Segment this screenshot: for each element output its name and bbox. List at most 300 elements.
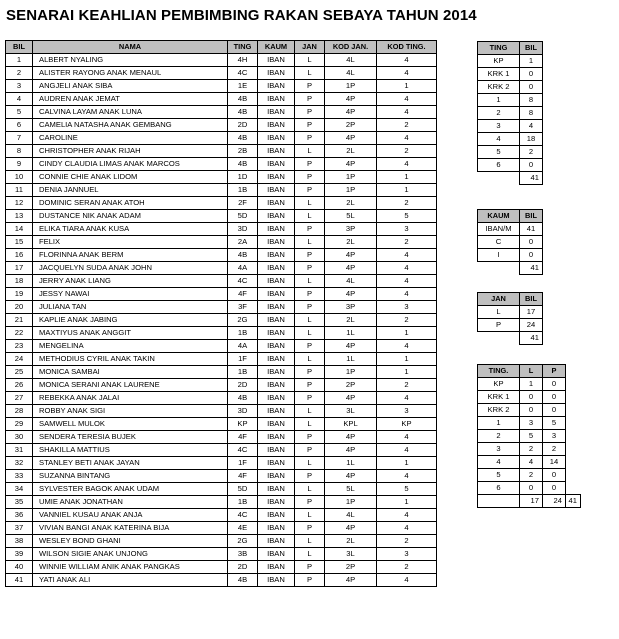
table-cell: L — [295, 457, 325, 470]
table-cell: 38 — [6, 535, 33, 548]
summary-blank — [566, 391, 581, 404]
table-cell: 22 — [6, 327, 33, 340]
table-cell: JULIANA TAN — [33, 301, 228, 314]
table-cell: 4H — [228, 54, 258, 67]
table-cell: 4 — [377, 444, 437, 457]
table-cell: 4L — [325, 67, 377, 80]
table-cell: L — [295, 145, 325, 158]
summary-cell: 2 — [520, 469, 543, 482]
table-cell: P — [295, 106, 325, 119]
table-cell: WESLEY BOND GHANI — [33, 535, 228, 548]
table-row — [6, 171, 437, 184]
summary-row — [478, 55, 543, 68]
table-cell: CONNIE CHIE ANAK LIDOM — [33, 171, 228, 184]
summary-row — [478, 456, 581, 469]
table-cell: 1D — [228, 171, 258, 184]
summary-cell: L — [478, 306, 520, 319]
table-cell: L — [295, 67, 325, 80]
summary-cell: KRK 1 — [478, 68, 520, 81]
summary-header: TING — [478, 42, 520, 55]
table-cell: L — [295, 197, 325, 210]
table-cell: 33 — [6, 470, 33, 483]
summary-total-row — [478, 172, 543, 185]
member-table — [5, 40, 437, 587]
summary-blank — [566, 404, 581, 417]
table-cell: 3D — [228, 223, 258, 236]
table-cell: 1B — [228, 327, 258, 340]
table-cell: YATI ANAK ALI — [33, 574, 228, 587]
table-cell: 25 — [6, 366, 33, 379]
table-cell: 4C — [228, 67, 258, 80]
table-cell: MENGELINA — [33, 340, 228, 353]
table-cell: 2L — [325, 314, 377, 327]
table-cell: IBAN — [258, 314, 295, 327]
table-cell: P — [295, 301, 325, 314]
summary-blank — [478, 332, 520, 345]
table-cell: 4P — [325, 340, 377, 353]
summary-cell: 0 — [520, 159, 543, 172]
table-cell: 2 — [377, 535, 437, 548]
table-row — [6, 158, 437, 171]
table-cell: 3P — [325, 223, 377, 236]
table-cell: SHAKILLA MATTIUS — [33, 444, 228, 457]
table-row — [6, 80, 437, 93]
summary-row — [478, 68, 543, 81]
summary-row — [478, 469, 581, 482]
table-row — [6, 197, 437, 210]
table-cell: 4B — [228, 392, 258, 405]
table-cell: 26 — [6, 379, 33, 392]
table-cell: 31 — [6, 444, 33, 457]
table-row — [6, 574, 437, 587]
table-cell: 2P — [325, 119, 377, 132]
summary-blank — [566, 430, 581, 443]
summary-cell: 2 — [478, 430, 520, 443]
table-cell: ROBBY ANAK SIGI — [33, 405, 228, 418]
table-cell: 4P — [325, 444, 377, 457]
summary-cell: KP — [478, 55, 520, 68]
summary-row — [478, 391, 581, 404]
summary-cell: 3 — [543, 430, 566, 443]
table-row — [6, 405, 437, 418]
table-cell: IBAN — [258, 119, 295, 132]
table-row — [6, 431, 437, 444]
table-cell: AUDREN ANAK JEMAT — [33, 93, 228, 106]
table-cell: 34 — [6, 483, 33, 496]
table-cell: 3 — [377, 223, 437, 236]
table-cell: L — [295, 548, 325, 561]
table-cell: IBAN — [258, 54, 295, 67]
table-cell: 4F — [228, 431, 258, 444]
table-cell: 2 — [377, 145, 437, 158]
table-cell: 2A — [228, 236, 258, 249]
table-cell: P — [295, 522, 325, 535]
table-cell: 4 — [6, 93, 33, 106]
table-cell: 2B — [228, 145, 258, 158]
summary-cell: 6 — [478, 482, 520, 495]
table-cell: 5 — [377, 483, 437, 496]
summary-row — [478, 319, 543, 332]
table-cell: P — [295, 93, 325, 106]
table-row — [6, 262, 437, 275]
table-cell: 4A — [228, 340, 258, 353]
summary-row — [478, 159, 543, 172]
summary-row — [478, 404, 581, 417]
table-cell: IBAN — [258, 548, 295, 561]
table-cell: 4 — [377, 392, 437, 405]
summary-row — [478, 378, 581, 391]
table-cell: 1 — [377, 496, 437, 509]
table-cell: 1E — [228, 80, 258, 93]
table-row — [6, 275, 437, 288]
table-cell: P — [295, 431, 325, 444]
table-row — [6, 444, 437, 457]
summary-header: BIL — [520, 293, 543, 306]
table-cell: 5L — [325, 483, 377, 496]
summary-cell: 1 — [520, 55, 543, 68]
summary-blank — [478, 262, 520, 275]
table-cell: 4P — [325, 93, 377, 106]
table-row — [6, 54, 437, 67]
table-cell: 5D — [228, 483, 258, 496]
summary-header: TING. — [478, 365, 520, 378]
table-cell: 30 — [6, 431, 33, 444]
table-cell: 4B — [228, 106, 258, 119]
table-cell: IBAN — [258, 522, 295, 535]
summary-cell: IBAN/M — [478, 223, 520, 236]
table-cell: L — [295, 54, 325, 67]
table-cell: 4F — [228, 288, 258, 301]
table-cell: IBAN — [258, 236, 295, 249]
table-cell: IBAN — [258, 106, 295, 119]
table-cell: 2P — [325, 561, 377, 574]
table-cell: IBAN — [258, 392, 295, 405]
table-cell: STANLEY BETI ANAK JAYAN — [33, 457, 228, 470]
table-row — [6, 470, 437, 483]
table-cell: L — [295, 483, 325, 496]
summary-row — [478, 107, 543, 120]
table-cell: IBAN — [258, 483, 295, 496]
summary-cell: KRK 2 — [478, 81, 520, 94]
table-cell: 15 — [6, 236, 33, 249]
table-cell: 2D — [228, 119, 258, 132]
column-header: NAMA — [33, 41, 228, 54]
table-cell: 14 — [6, 223, 33, 236]
table-cell: 6 — [6, 119, 33, 132]
table-cell: 4 — [377, 509, 437, 522]
table-row — [6, 93, 437, 106]
table-cell: P — [295, 496, 325, 509]
summary-cell: 5 — [478, 469, 520, 482]
kaum-summary-table — [477, 209, 543, 275]
table-cell: 9 — [6, 158, 33, 171]
table-cell: KP — [377, 418, 437, 431]
table-cell: 17 — [6, 262, 33, 275]
table-cell: 1 — [377, 327, 437, 340]
table-cell: P — [295, 80, 325, 93]
table-cell: IBAN — [258, 249, 295, 262]
table-cell: 2L — [325, 197, 377, 210]
summary-cell: 3 — [478, 443, 520, 456]
table-cell: ELIKA TIARA ANAK KUSA — [33, 223, 228, 236]
table-cell: 4 — [377, 522, 437, 535]
table-cell: 2L — [325, 535, 377, 548]
summary-row — [478, 443, 581, 456]
table-cell: P — [295, 132, 325, 145]
table-cell: 1 — [377, 184, 437, 197]
summary-total: 17 — [520, 495, 543, 508]
table-cell: P — [295, 158, 325, 171]
table-cell: P — [295, 119, 325, 132]
table-cell: 2 — [377, 561, 437, 574]
column-header: JAN — [295, 41, 325, 54]
summary-cell: 41 — [520, 223, 543, 236]
table-cell: 3L — [325, 548, 377, 561]
table-row — [6, 496, 437, 509]
table-cell: 1P — [325, 171, 377, 184]
summary-cell: 0 — [520, 236, 543, 249]
table-cell: 1 — [377, 80, 437, 93]
table-cell: 19 — [6, 288, 33, 301]
table-cell: IBAN — [258, 366, 295, 379]
table-cell: 40 — [6, 561, 33, 574]
summary-blank — [566, 365, 581, 378]
table-cell: P — [295, 171, 325, 184]
table-row — [6, 132, 437, 145]
table-cell: KPL — [325, 418, 377, 431]
table-cell: 4 — [377, 431, 437, 444]
table-cell: 4L — [325, 275, 377, 288]
table-cell: KAPLIE ANAK JABING — [33, 314, 228, 327]
table-cell: IBAN — [258, 197, 295, 210]
summary-cell: 0 — [520, 249, 543, 262]
table-cell: 1 — [377, 457, 437, 470]
table-cell: JESSY NAWAI — [33, 288, 228, 301]
summary-row — [478, 430, 581, 443]
table-cell: 20 — [6, 301, 33, 314]
table-cell: 1B — [228, 366, 258, 379]
summary-total: 24 — [543, 495, 566, 508]
table-cell: 12 — [6, 197, 33, 210]
table-cell: 3 — [377, 405, 437, 418]
summary-row — [478, 133, 543, 146]
summary-cell: 2 — [520, 146, 543, 159]
table-cell: 23 — [6, 340, 33, 353]
table-cell: IBAN — [258, 405, 295, 418]
table-cell: 2 — [377, 314, 437, 327]
summary-cell: 1 — [478, 417, 520, 430]
table-cell: 4P — [325, 392, 377, 405]
summary-row — [478, 81, 543, 94]
table-cell: 4P — [325, 522, 377, 535]
summary-cell: P — [478, 319, 520, 332]
table-row — [6, 327, 437, 340]
table-cell: ALBERT NYALING — [33, 54, 228, 67]
table-cell: 2G — [228, 314, 258, 327]
table-cell: P — [295, 262, 325, 275]
table-row — [6, 301, 437, 314]
summary-row — [478, 94, 543, 107]
table-cell: VIVIAN BANGI ANAK KATERINA BIJA — [33, 522, 228, 535]
table-cell: 1P — [325, 80, 377, 93]
table-cell: 1F — [228, 457, 258, 470]
table-cell: JACQUELYN SUDA ANAK JOHN — [33, 262, 228, 275]
column-header: KAUM — [258, 41, 295, 54]
table-cell: IBAN — [258, 93, 295, 106]
table-cell: 1P — [325, 366, 377, 379]
table-row — [6, 353, 437, 366]
table-cell: IBAN — [258, 210, 295, 223]
summary-total: 41 — [520, 332, 543, 345]
table-cell: 21 — [6, 314, 33, 327]
summary-cell: 4 — [478, 456, 520, 469]
table-row — [6, 340, 437, 353]
table-row — [6, 561, 437, 574]
summary-cell: 1 — [478, 94, 520, 107]
table-cell: 4L — [325, 509, 377, 522]
table-cell: 2L — [325, 236, 377, 249]
summary-cell: 0 — [543, 482, 566, 495]
summary-blank — [566, 417, 581, 430]
table-cell: 4P — [325, 106, 377, 119]
table-cell: IBAN — [258, 80, 295, 93]
table-cell: 37 — [6, 522, 33, 535]
table-row — [6, 366, 437, 379]
table-cell: 3F — [228, 301, 258, 314]
table-row — [6, 392, 437, 405]
table-cell: 4P — [325, 249, 377, 262]
table-cell: 3B — [228, 548, 258, 561]
summary-cell: 2 — [478, 107, 520, 120]
table-cell: 4C — [228, 275, 258, 288]
table-cell: 7 — [6, 132, 33, 145]
table-cell: P — [295, 184, 325, 197]
table-cell: 1 — [377, 366, 437, 379]
summary-cell: 0 — [543, 404, 566, 417]
table-cell: 4 — [377, 288, 437, 301]
table-cell: SENDERA TERESIA BUJEK — [33, 431, 228, 444]
summary-blank — [566, 469, 581, 482]
table-cell: WILSON SIGIE ANAK UNJONG — [33, 548, 228, 561]
table-cell: 4B — [228, 158, 258, 171]
table-cell: L — [295, 314, 325, 327]
table-cell: 4A — [228, 262, 258, 275]
table-cell: P — [295, 470, 325, 483]
summary-cell: C — [478, 236, 520, 249]
table-cell: 1B — [228, 496, 258, 509]
summary-cell: 0 — [520, 391, 543, 404]
table-cell: 18 — [6, 275, 33, 288]
table-cell: 1 — [6, 54, 33, 67]
table-cell: IBAN — [258, 496, 295, 509]
table-cell: CAROLINE — [33, 132, 228, 145]
table-cell: 4 — [377, 93, 437, 106]
table-cell: 4 — [377, 340, 437, 353]
summary-cell: 4 — [520, 120, 543, 133]
table-cell: 1P — [325, 184, 377, 197]
summary-blank — [478, 172, 520, 185]
summary-total: 41 — [520, 262, 543, 275]
table-cell: 32 — [6, 457, 33, 470]
table-cell: IBAN — [258, 535, 295, 548]
summary-cell: 5 — [520, 430, 543, 443]
table-cell: P — [295, 574, 325, 587]
table-cell: 4 — [377, 470, 437, 483]
table-cell: 2D — [228, 379, 258, 392]
column-header: TING — [228, 41, 258, 54]
summary-cell: I — [478, 249, 520, 262]
summary-row — [478, 146, 543, 159]
summary-header: BIL — [520, 210, 543, 223]
table-cell: DUSTANCE NIK ANAK ADAM — [33, 210, 228, 223]
table-cell: L — [295, 418, 325, 431]
summary-row — [478, 223, 543, 236]
table-row — [6, 210, 437, 223]
table-cell: L — [295, 405, 325, 418]
table-cell: 27 — [6, 392, 33, 405]
summary-total-row — [478, 262, 543, 275]
table-cell: 4B — [228, 132, 258, 145]
table-cell: L — [295, 210, 325, 223]
summary-row — [478, 120, 543, 133]
summary-cell: 6 — [478, 159, 520, 172]
table-row — [6, 535, 437, 548]
table-cell: 2P — [325, 379, 377, 392]
table-cell: 5D — [228, 210, 258, 223]
table-cell: 4P — [325, 262, 377, 275]
table-cell: 5 — [377, 210, 437, 223]
table-cell: SAMWELL MULOK — [33, 418, 228, 431]
table-cell: 3 — [377, 548, 437, 561]
table-cell: 1 — [377, 353, 437, 366]
table-cell: 5L — [325, 210, 377, 223]
table-cell: IBAN — [258, 561, 295, 574]
table-cell: IBAN — [258, 158, 295, 171]
table-cell: IBAN — [258, 353, 295, 366]
table-row — [6, 249, 437, 262]
table-row — [6, 223, 437, 236]
jan-summary-table — [477, 292, 543, 345]
table-cell: 3D — [228, 405, 258, 418]
table-cell: CAMELIA NATASHA ANAK GEMBANG — [33, 119, 228, 132]
table-cell: VANNIEL KUSAU ANAK ANJA — [33, 509, 228, 522]
table-cell: 39 — [6, 548, 33, 561]
table-cell: 2F — [228, 197, 258, 210]
table-row — [6, 314, 437, 327]
summary-cell: 18 — [520, 133, 543, 146]
summary-cell: 4 — [478, 133, 520, 146]
table-row — [6, 145, 437, 158]
table-cell: FLORINNA ANAK BERM — [33, 249, 228, 262]
table-row — [6, 67, 437, 80]
table-cell: 4 — [377, 262, 437, 275]
table-cell: L — [295, 236, 325, 249]
table-cell: 2 — [377, 197, 437, 210]
table-cell: 1 — [377, 171, 437, 184]
summary-cell: 4 — [520, 456, 543, 469]
table-row — [6, 457, 437, 470]
table-cell: ANGJELI ANAK SIBA — [33, 80, 228, 93]
table-cell: 13 — [6, 210, 33, 223]
table-cell: 4B — [228, 249, 258, 262]
page-title: SENARAI KEAHLIAN PEMBIMBING RAKAN SEBAYA TAHUN 2014 — [6, 7, 477, 24]
summary-cell: 8 — [520, 107, 543, 120]
table-cell: MONICA SAMBAI — [33, 366, 228, 379]
table-cell: IBAN — [258, 275, 295, 288]
table-cell: IBAN — [258, 145, 295, 158]
table-cell: 3P — [325, 301, 377, 314]
table-cell: 1F — [228, 353, 258, 366]
